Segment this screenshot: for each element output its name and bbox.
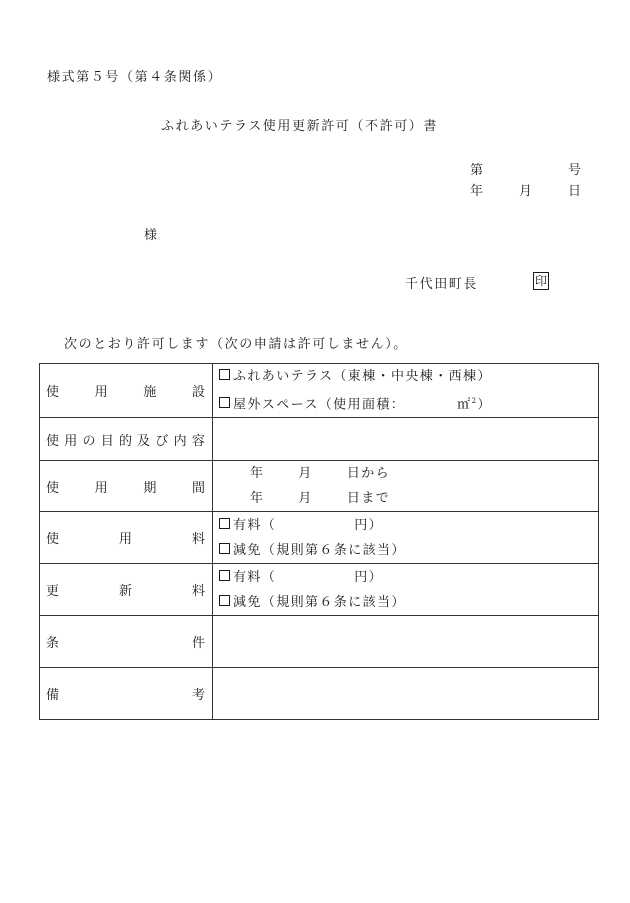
seal-mark: 印 xyxy=(535,274,548,288)
table-row-period xyxy=(40,461,599,512)
addressee-suffix: 様 xyxy=(144,228,159,243)
remarks-field[interactable] xyxy=(213,668,599,720)
table-row-usage-fee xyxy=(40,512,599,564)
table-row-remarks xyxy=(40,668,599,720)
checkbox-usage-exempt[interactable] xyxy=(219,543,230,554)
facility-option-terrace[interactable]: ふれあいテラス（東棟・中央棟・西棟） xyxy=(213,364,598,389)
permit-table xyxy=(39,363,599,720)
facility-cell xyxy=(213,364,599,418)
row-label-renewal-fee: 更 新 料 xyxy=(40,564,213,616)
renewal-fee-paid[interactable]: 有料（ 円） xyxy=(213,565,598,590)
row-label-period: 使 用 期 間 xyxy=(40,461,213,512)
row-label-conditions: 条 件 xyxy=(40,616,213,668)
period-cell[interactable] xyxy=(213,461,599,512)
facility-option-outdoor[interactable]: 屋外スペース（使用面積： ㎡$^2$） xyxy=(213,389,598,417)
table-row-purpose xyxy=(40,418,599,461)
row-label-facility: 使 用 施 設 xyxy=(40,364,213,418)
checkbox-renewal-paid[interactable] xyxy=(219,570,230,581)
permission-statement: 次のとおり許可します（次の申請は許可しません）。 xyxy=(64,337,408,352)
document-title: ふれあいテラス使用更新許可（不許可）書 xyxy=(161,119,439,134)
checkbox-renewal-exempt[interactable] xyxy=(219,595,230,606)
date-year-label: 年 xyxy=(470,184,485,199)
conditions-field[interactable] xyxy=(213,616,599,668)
purpose-field[interactable] xyxy=(213,418,599,461)
period-until: 年 月 日まで xyxy=(250,491,391,507)
table-row-conditions xyxy=(40,616,599,668)
row-label-usage-fee: 使 用 料 xyxy=(40,512,213,564)
row-label-remarks: 備 考 xyxy=(40,668,213,720)
renewal-fee-cell xyxy=(213,564,599,616)
usage-fee-paid[interactable]: 有料（ 円） xyxy=(213,513,598,538)
number-dai-label: 第 xyxy=(470,163,485,178)
period-from: 年 月 日から xyxy=(250,466,391,482)
row-label-purpose: 使 用 の 目 的 及 び 内 容 xyxy=(40,418,213,461)
date-day-label: 日 xyxy=(568,184,583,199)
usage-fee-exempt[interactable]: 減免（規則第６条に該当） xyxy=(213,538,598,563)
issuer-name: 千代田町長 xyxy=(405,277,479,292)
checkbox-usage-paid[interactable] xyxy=(219,518,230,529)
checkbox-outdoor[interactable] xyxy=(219,397,230,408)
form-number: 様式第５号（第４条関係） xyxy=(47,70,223,85)
table-row-facility xyxy=(40,364,599,418)
number-go-label: 号 xyxy=(568,163,583,178)
date-month-label: 月 xyxy=(519,184,534,199)
renewal-fee-exempt[interactable]: 減免（規則第６条に該当） xyxy=(213,590,598,615)
table-row-renewal-fee xyxy=(40,564,599,616)
checkbox-terrace[interactable] xyxy=(219,369,230,380)
usage-fee-cell xyxy=(213,512,599,564)
